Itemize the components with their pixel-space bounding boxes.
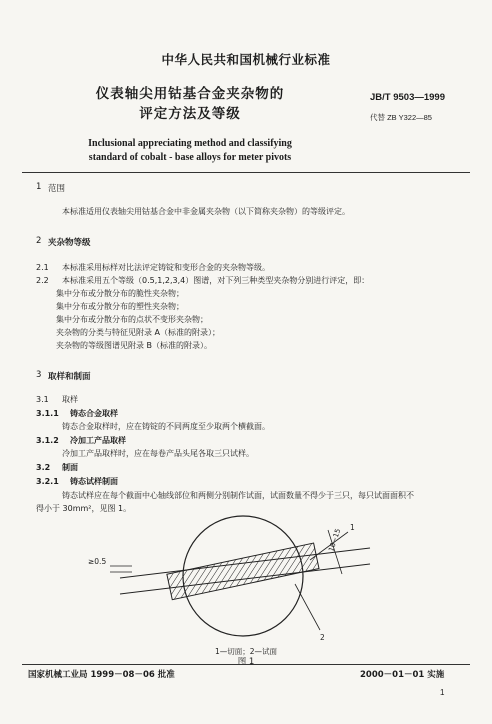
clause-3-1-2-number: 3.1.2 (36, 436, 59, 445)
clause-3-2-title: 制面 (62, 463, 78, 472)
section-2-title: 夹杂物等级 (48, 238, 91, 248)
clause-3-2-number: 3.2 (36, 463, 51, 472)
footer-divider (22, 664, 470, 665)
figure-1-diagram (80, 512, 410, 654)
clause-3-1-1-text: 铸态合金取样时，应在铸锭的不同两度至少取两个横截面。 (62, 422, 270, 431)
document-title-cn-line1: 仪表轴尖用钴基合金夹杂物的 (95, 86, 285, 102)
implementation-date: 2000－01－01 实施 (360, 670, 445, 680)
list-item: 集中分布或分散分布的点状不变形夹杂物； (56, 315, 208, 324)
clause-3-1-2-title: 冷加工产品取样 (70, 436, 126, 445)
clause-2-1-text: 本标准采用标样对比法评定铸锭和变形合金的夹杂物等级。 (62, 263, 270, 272)
section-2-number: 2 (36, 236, 42, 246)
label-dimension: 10~15 (327, 527, 343, 553)
section-3-title: 取样和制面 (48, 372, 91, 382)
clause-3-1-title: 取样 (62, 395, 78, 404)
document-title-en-line2: standard of cobalt - base alloys for meter pivots (88, 152, 292, 163)
clause-3-2-1-title: 铸态试样制面 (70, 477, 118, 486)
label-part-2: 2 (320, 633, 325, 642)
figure-caption: 图 1 (237, 657, 255, 667)
clause-2-1-number: 2.1 (36, 263, 49, 272)
issuing-authority: 中华人民共和国机械行业标准 (161, 52, 331, 67)
list-item: 夹杂物的等级图谱见附录 B（标准的附录）。 (56, 341, 213, 350)
sample-strip (167, 543, 319, 600)
section-1-title: 范围 (48, 184, 66, 194)
section-1-text: 本标准适用仪表轴尖用钴基合金中非金属夹杂物（以下简称夹杂物）的等级评定。 (62, 207, 350, 216)
clause-3-1-2-text: 冷加工产品取样时，应在每卷产品头尾各取三只试样。 (62, 449, 254, 458)
clause-3-1-1-number: 3.1.1 (36, 409, 59, 418)
document-title-cn-line2: 评定方法及等级 (139, 106, 241, 122)
list-item: 夹杂物的分类与特征见附录 A（标准的附录）； (56, 328, 221, 337)
clause-3-2-1-number: 3.2.1 (36, 477, 59, 486)
approval-line: 国家机械工业局 1999－08－06 批准 (28, 670, 175, 680)
clause-3-1-1-title: 铸态合金取样 (70, 409, 118, 418)
clause-3-1-number: 3.1 (36, 395, 49, 404)
list-item: 集中分布或分散分布的塑性夹杂物； (56, 302, 184, 311)
figure-legend: 1—切面；2—试面 (214, 647, 278, 656)
header-divider (22, 172, 470, 173)
standard-code: JB/T 9503—1999 (370, 92, 445, 103)
label-min-distance: ≥0.5 (88, 557, 107, 566)
section-1-number: 1 (36, 182, 42, 192)
clause-3-2-1-text-line2: 得小于 30mm²，见图 1。 (36, 504, 132, 513)
clause-2-2-number: 2.2 (36, 276, 49, 285)
page-number: 1 (440, 688, 445, 697)
list-item: 集中分布或分散分布的脆性夹杂物； (56, 289, 184, 298)
clause-3-2-1-text-line1: 铸态试样应在每个截面中心轴线部位和两侧分别制作试面，试面数量不得少于三只，每只试面面积不 (62, 491, 414, 500)
label-part-1: 1 (350, 523, 355, 532)
section-3-number: 3 (36, 370, 42, 380)
document-title-en-line1: Inclusional appreciating method and classifying (88, 138, 292, 149)
leader-line (295, 584, 320, 630)
clause-2-2-text: 本标准采用五个等级（0.5,1,2,3,4）图谱，对下列三种类型夹杂物分别进行评定，即： (62, 276, 370, 285)
replaces-standard: 代替 ZB Y322—85 (370, 113, 432, 122)
